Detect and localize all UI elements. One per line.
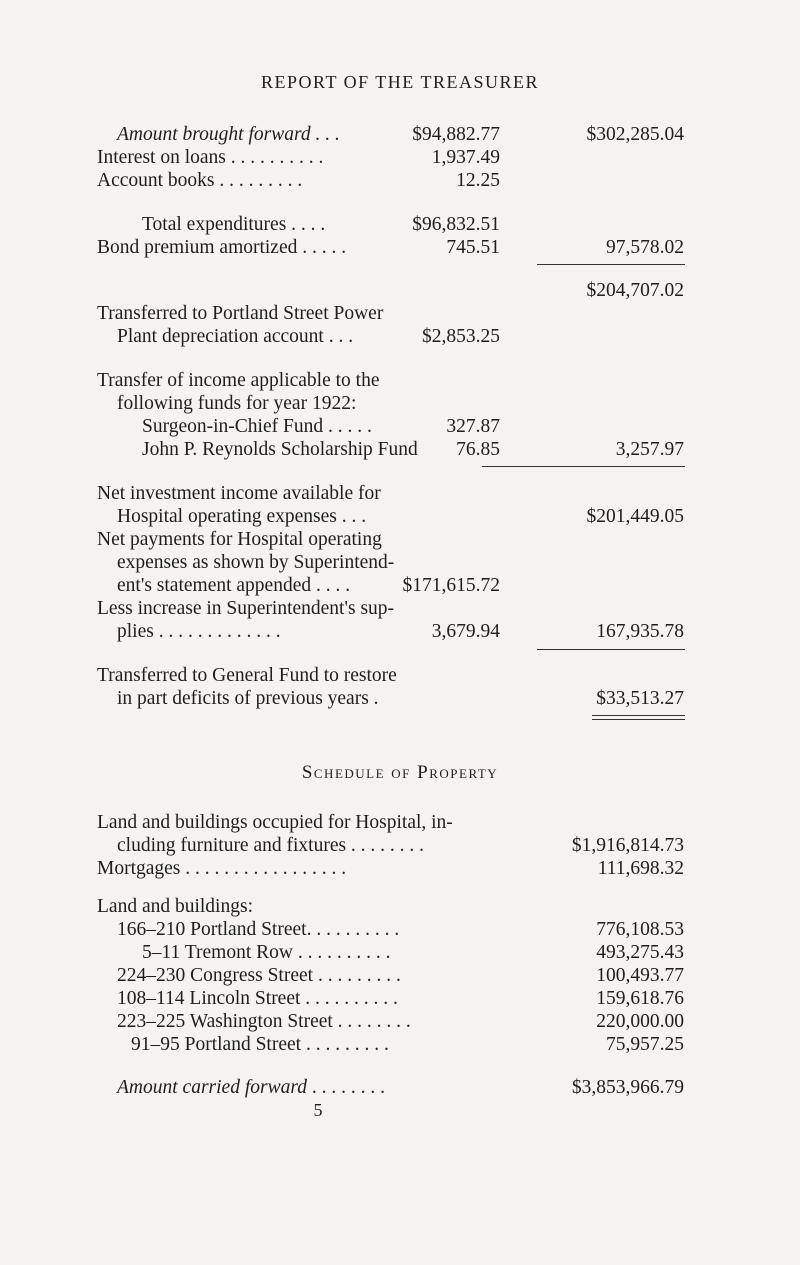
transfer-income-line2: following funds for year 1922: — [117, 393, 357, 414]
land-hospital-line2: cluding furniture and fixtures . . . . . . . . — [117, 835, 425, 856]
subtotal-value: $204,707.02 — [586, 280, 684, 301]
property-label: 223–225 Washington Street . . . . . . . . — [117, 1011, 411, 1032]
rule — [537, 649, 685, 650]
property-label: 224–230 Congress Street . . . . . . . . . — [117, 965, 401, 986]
net-payments-line1: Net payments for Hospital operating — [97, 529, 382, 550]
transferred-portland-value: $2,853.25 — [422, 326, 500, 347]
transferred-general-line1: Transferred to General Fund to restore — [97, 665, 397, 686]
transferred-portland-line2: Plant depreciation account . . . — [117, 326, 354, 347]
mortgages-value: 111,698.32 — [597, 858, 684, 879]
land-hospital-line1: Land and buildings occupied for Hospital, in- — [97, 812, 453, 833]
brought-forward-value-1: $94,882.77 — [412, 124, 500, 145]
brought-forward-value-2: $302,285.04 — [586, 124, 684, 145]
total-expenditures-value: $96,832.51 — [412, 214, 500, 235]
schedule-title: Schedule of Property — [301, 762, 499, 783]
total-expenditures-label: Total expenditures . . . . — [142, 214, 326, 235]
rule — [482, 466, 685, 467]
property-label: 166–210 Portland Street. . . . . . . . . . — [117, 919, 400, 940]
less-increase-value-2: 167,935.78 — [596, 621, 684, 642]
transferred-general-line2: in part deficits of previous years . — [117, 688, 379, 709]
bond-premium-label: Bond premium amortized . . . . . — [97, 237, 347, 258]
net-payments-line2: expenses as shown by Superintend- — [117, 552, 395, 573]
double-rule-bottom — [592, 719, 685, 720]
net-investment-line2: Hospital operating expenses . . . — [117, 506, 367, 527]
net-investment-line1: Net investment income available for — [97, 483, 381, 504]
property-label: 5–11 Tremont Row . . . . . . . . . . — [142, 942, 391, 963]
property-value: 75,957.25 — [606, 1034, 684, 1055]
transfer-income-line1: Transfer of income applicable to the — [97, 370, 380, 391]
page-number: 5 — [313, 1100, 323, 1120]
surgeon-value: 327.87 — [446, 416, 500, 437]
carried-forward-label: Amount carried forward . . . . . . . . — [117, 1077, 385, 1098]
property-value: 100,493.77 — [596, 965, 684, 986]
net-payments-line3: ent's statement appended . . . . — [117, 575, 351, 596]
transferred-portland-line1: Transferred to Portland Street Power — [97, 303, 384, 324]
bond-premium-value-2: 97,578.02 — [606, 237, 684, 258]
reynolds-value-1: 76.85 — [456, 439, 500, 460]
reynolds-value-2: 3,257.97 — [615, 439, 684, 460]
land-buildings-label: Land and buildings: — [97, 896, 253, 917]
mortgages-label: Mortgages . . . . . . . . . . . . . . . . . — [97, 858, 347, 879]
property-value: 493,275.43 — [596, 942, 684, 963]
net-payments-value: $171,615.72 — [402, 575, 500, 596]
surgeon-label: Surgeon-in-Chief Fund . . . . . — [142, 416, 372, 437]
less-increase-line2: plies . . . . . . . . . . . . . — [117, 621, 281, 642]
land-hospital-value: $1,916,814.73 — [571, 835, 684, 856]
account-books-value: 12.25 — [456, 170, 500, 191]
brought-forward-label: Amount brought forward . . . — [117, 124, 340, 145]
property-label: 108–114 Lincoln Street . . . . . . . . . . — [117, 988, 398, 1009]
rule — [537, 264, 685, 265]
interest-value: 1,937.49 — [431, 147, 500, 168]
net-investment-value: $201,449.05 — [586, 506, 684, 527]
less-increase-value-1: 3,679.94 — [431, 621, 500, 642]
property-value: 776,108.53 — [596, 919, 684, 940]
property-label: 91–95 Portland Street . . . . . . . . . — [131, 1034, 389, 1055]
account-books-label: Account books . . . . . . . . . — [97, 170, 303, 191]
bond-premium-value-1: 745.51 — [446, 237, 500, 258]
page-header: REPORT OF THE TREASURER — [261, 72, 539, 92]
double-rule-top — [592, 715, 685, 716]
property-value: 159,618.76 — [596, 988, 684, 1009]
less-increase-line1: Less increase in Superintendent's sup- — [97, 598, 395, 619]
interest-label: Interest on loans . . . . . . . . . . — [97, 147, 324, 168]
reynolds-label: John P. Reynolds Scholarship Fund — [142, 439, 418, 460]
transferred-general-value: $33,513.27 — [596, 688, 684, 709]
carried-forward-value: $3,853,966.79 — [571, 1077, 684, 1098]
property-value: 220,000.00 — [596, 1011, 684, 1032]
